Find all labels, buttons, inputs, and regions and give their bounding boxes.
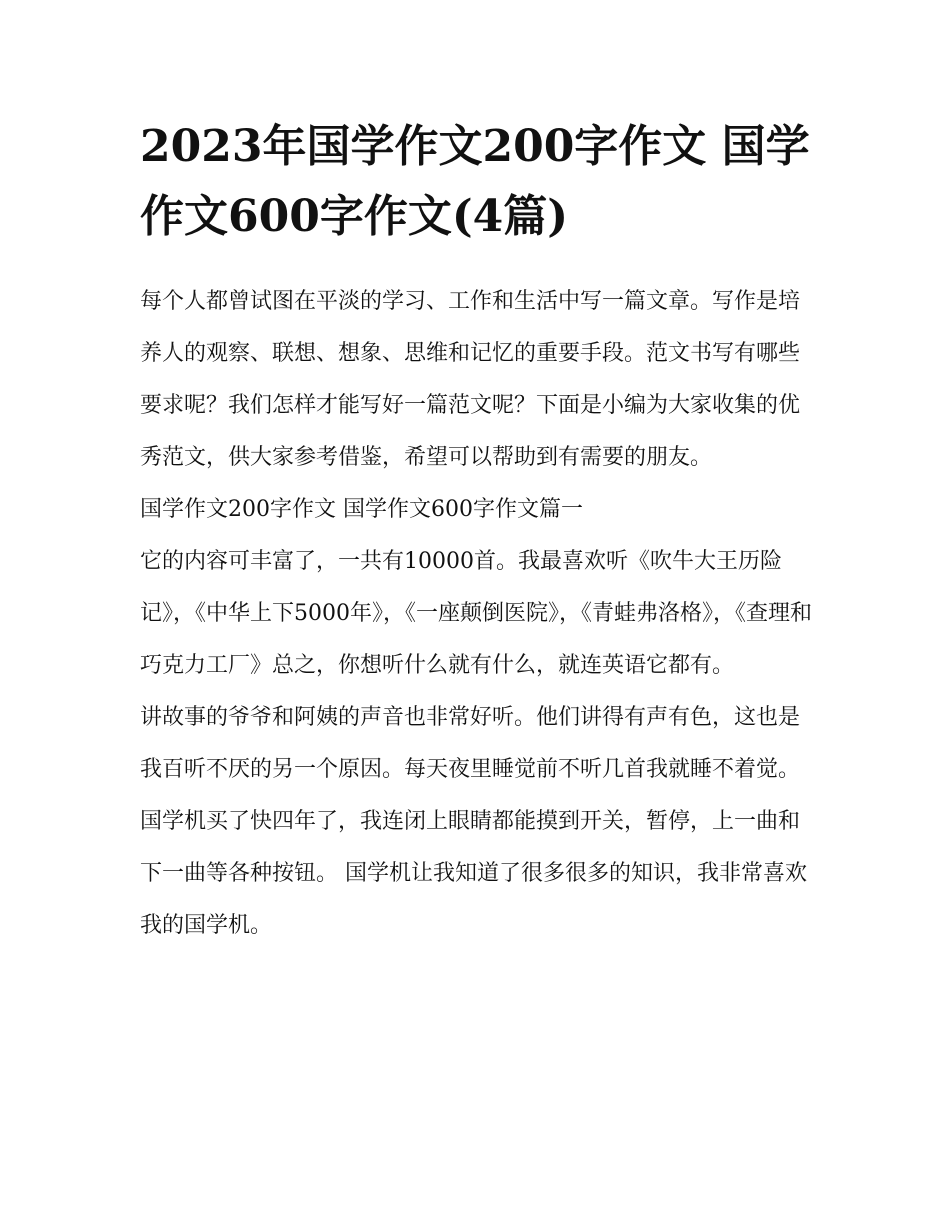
body-paragraph-2: 讲故事的爷爷和阿姨的声音也非常好听。他们讲得有声有色，这也是我百听不厌的另一个原因。每天夜里睡觉前不听几首我就睡不着觉。 [140, 705, 801, 782]
document-title: 2023年国学作文200字作文 国学作文600字作文(4篇) [140, 121, 810, 242]
body-paragraph-1: 它的内容可丰富了，一共有10000首。我最喜欢听《吹牛大王历险记》，《中华上下5000年》，《一座颠倒医院》，《青蛙弗洛格》，《查理和巧克力工厂》总之，你想听什么就有什么，就连英语它都有。 [140, 549, 812, 678]
body-paragraph-3: 国学机买了快四年了，我连闭上眼睛都能摸到开关，暂停，上一曲和下一曲等各种按钮。 国学机让我知道了很多很多的知识，我非常喜欢我的国学机。 [140, 809, 807, 938]
document-page [140, 112, 812, 952]
section-heading: 国学作文200字作文 国学作文600字作文篇一 [140, 497, 583, 522]
intro-paragraph: 每个人都曾试图在平淡的学习、工作和生活中写一篇文章。写作是培养人的观察、联想、想象、思维和记忆的重要手段。范文书写有哪些要求呢？我们怎样才能写好一篇范文呢？下面是小编为大家收集的优秀范文，供大家参考借鉴，希望可以帮助到有需要的朋友。 [140, 289, 801, 470]
